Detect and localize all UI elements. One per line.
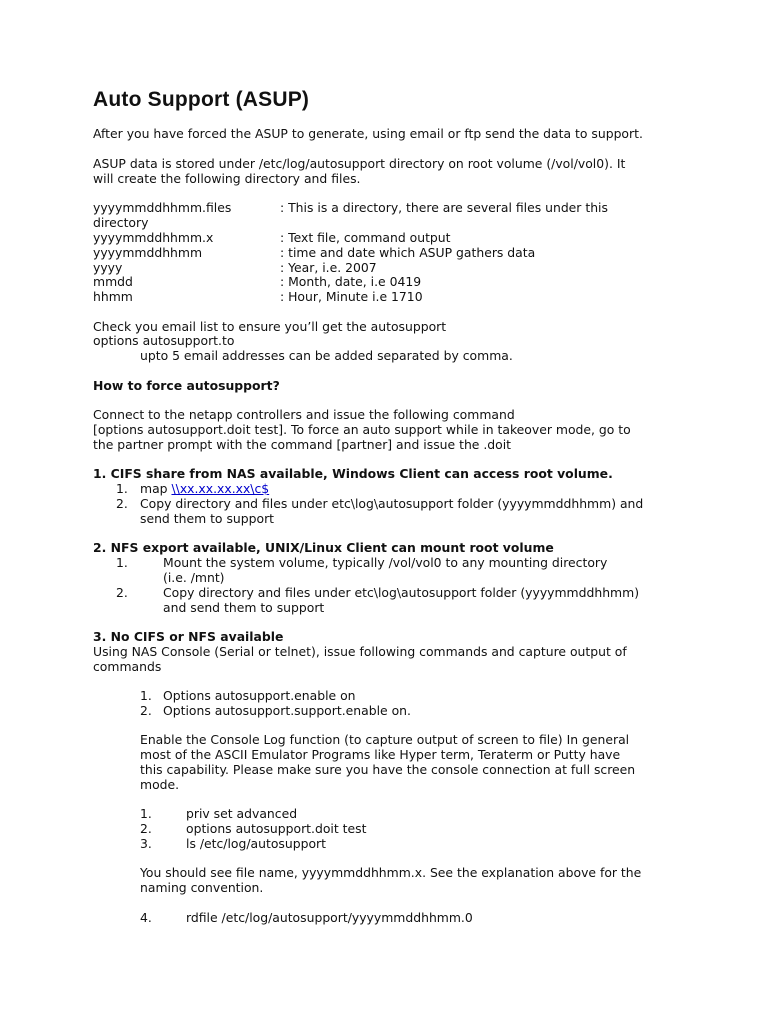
- file-description: : Text file, command output: [280, 230, 451, 245]
- list-number: 1.: [116, 481, 128, 496]
- connect-text-line3: the partner prompt with the command [partner] and issue the .doit: [93, 437, 512, 452]
- step-command: ls /etc/log/autosupport: [186, 836, 326, 851]
- list-number: 2.: [116, 585, 128, 600]
- list-number: 3.: [140, 836, 152, 851]
- section3-heading: 3. No CIFS or NFS available: [93, 629, 284, 644]
- share-path-link[interactable]: \\xx.xx.xx.xx\c$: [171, 481, 270, 496]
- section1-item2-line2: send them to support: [140, 511, 275, 526]
- intro-text: After you have forced the ASUP to generate, using email or ftp send the data to support.: [93, 126, 643, 141]
- console-text-line3: this capability. Please make sure you have the console connection at full screen: [140, 762, 636, 777]
- connect-text-line2: [options autosupport.doit test]. To force an auto support while in takeover mode, go to: [93, 422, 631, 437]
- list-number: 2.: [116, 496, 128, 511]
- console-text-line2: most of the ASCII Emulator Programs like Hyper term, Teraterm or Putty have: [140, 747, 621, 762]
- list-number: 2.: [140, 821, 152, 836]
- section3-intro-line1: Using NAS Console (Serial or telnet), issue following commands and capture output of: [93, 644, 627, 659]
- list-number: 1.: [116, 555, 128, 570]
- email-text-line2: options autosupport.to: [93, 333, 235, 348]
- list-number: 4.: [140, 910, 152, 925]
- email-text-line1: Check you email list to ensure you’ll get the autosupport: [93, 319, 447, 334]
- list-number: 1.: [140, 688, 152, 703]
- section3-intro-line2: commands: [93, 659, 162, 674]
- file-name: yyyymmddhhmm.x: [93, 230, 214, 245]
- section1-item2-line1: Copy directory and files under etc\log\autosupport folder (yyyymmddhhmm) and: [140, 496, 644, 511]
- file-description: : time and date which ASUP gathers data: [280, 245, 536, 260]
- section1-item1-prefix: map: [140, 481, 172, 496]
- section1-item1: [140, 481, 269, 496]
- file-name: hhmm: [93, 289, 133, 304]
- section2-item1-line2: (i.e. /mnt): [163, 570, 225, 585]
- console-text-line1: Enable the Console Log function (to capture output of screen to file) In general: [140, 732, 630, 747]
- step-command: options autosupport.doit test: [186, 821, 367, 836]
- step-command: rdfile /etc/log/autosupport/yyyymmddhhmm.0: [186, 910, 473, 925]
- file-description: : Year, i.e. 2007: [280, 260, 377, 275]
- console-text-line4: mode.: [140, 777, 180, 792]
- step-command: priv set advanced: [186, 806, 298, 821]
- option-command: Options autosupport.enable on: [163, 688, 356, 703]
- option-command: Options autosupport.support.enable on.: [163, 703, 411, 718]
- storage-text-line1: ASUP data is stored under /etc/log/autosupport directory on root volume (/vol/vol0). It: [93, 156, 626, 171]
- section2-item1-line1: Mount the system volume, typically /vol/vol0 to any mounting directory: [163, 555, 608, 570]
- file-description: : This is a directory, there are several files under this: [280, 200, 608, 215]
- see-text-line2: naming convention.: [140, 880, 264, 895]
- file-description: : Hour, Minute i.e 1710: [280, 289, 423, 304]
- how-to-heading: How to force autosupport?: [93, 378, 280, 393]
- see-text-line1: You should see file name, yyyymmddhhmm.x. See the explanation above for the: [140, 865, 642, 880]
- section2-heading: 2. NFS export available, UNIX/Linux Client can mount root volume: [93, 540, 554, 555]
- section2-item2-line1: Copy directory and files under etc\log\autosupport folder (yyyymmddhhmm): [163, 585, 640, 600]
- file-name: yyyymmddhhmm.files: [93, 200, 232, 215]
- section1-heading: 1. CIFS share from NAS available, Windows Client can access root volume.: [93, 466, 613, 481]
- file-name: yyyymmddhhmm: [93, 245, 203, 260]
- connect-text-line1: Connect to the netapp controllers and issue the following command: [93, 407, 515, 422]
- file-description: : Month, date, i.e 0419: [280, 274, 422, 289]
- list-number: 1.: [140, 806, 152, 821]
- file-name: yyyy: [93, 260, 123, 275]
- page-title: Auto Support (ASUP): [93, 88, 310, 111]
- section2-item2-line2: and send them to support: [163, 600, 325, 615]
- storage-text-line2: will create the following directory and files.: [93, 171, 361, 186]
- file-name: directory: [93, 215, 149, 230]
- list-number: 2.: [140, 703, 152, 718]
- file-name: mmdd: [93, 274, 133, 289]
- email-text-line3: upto 5 email addresses can be added separated by comma.: [140, 348, 513, 363]
